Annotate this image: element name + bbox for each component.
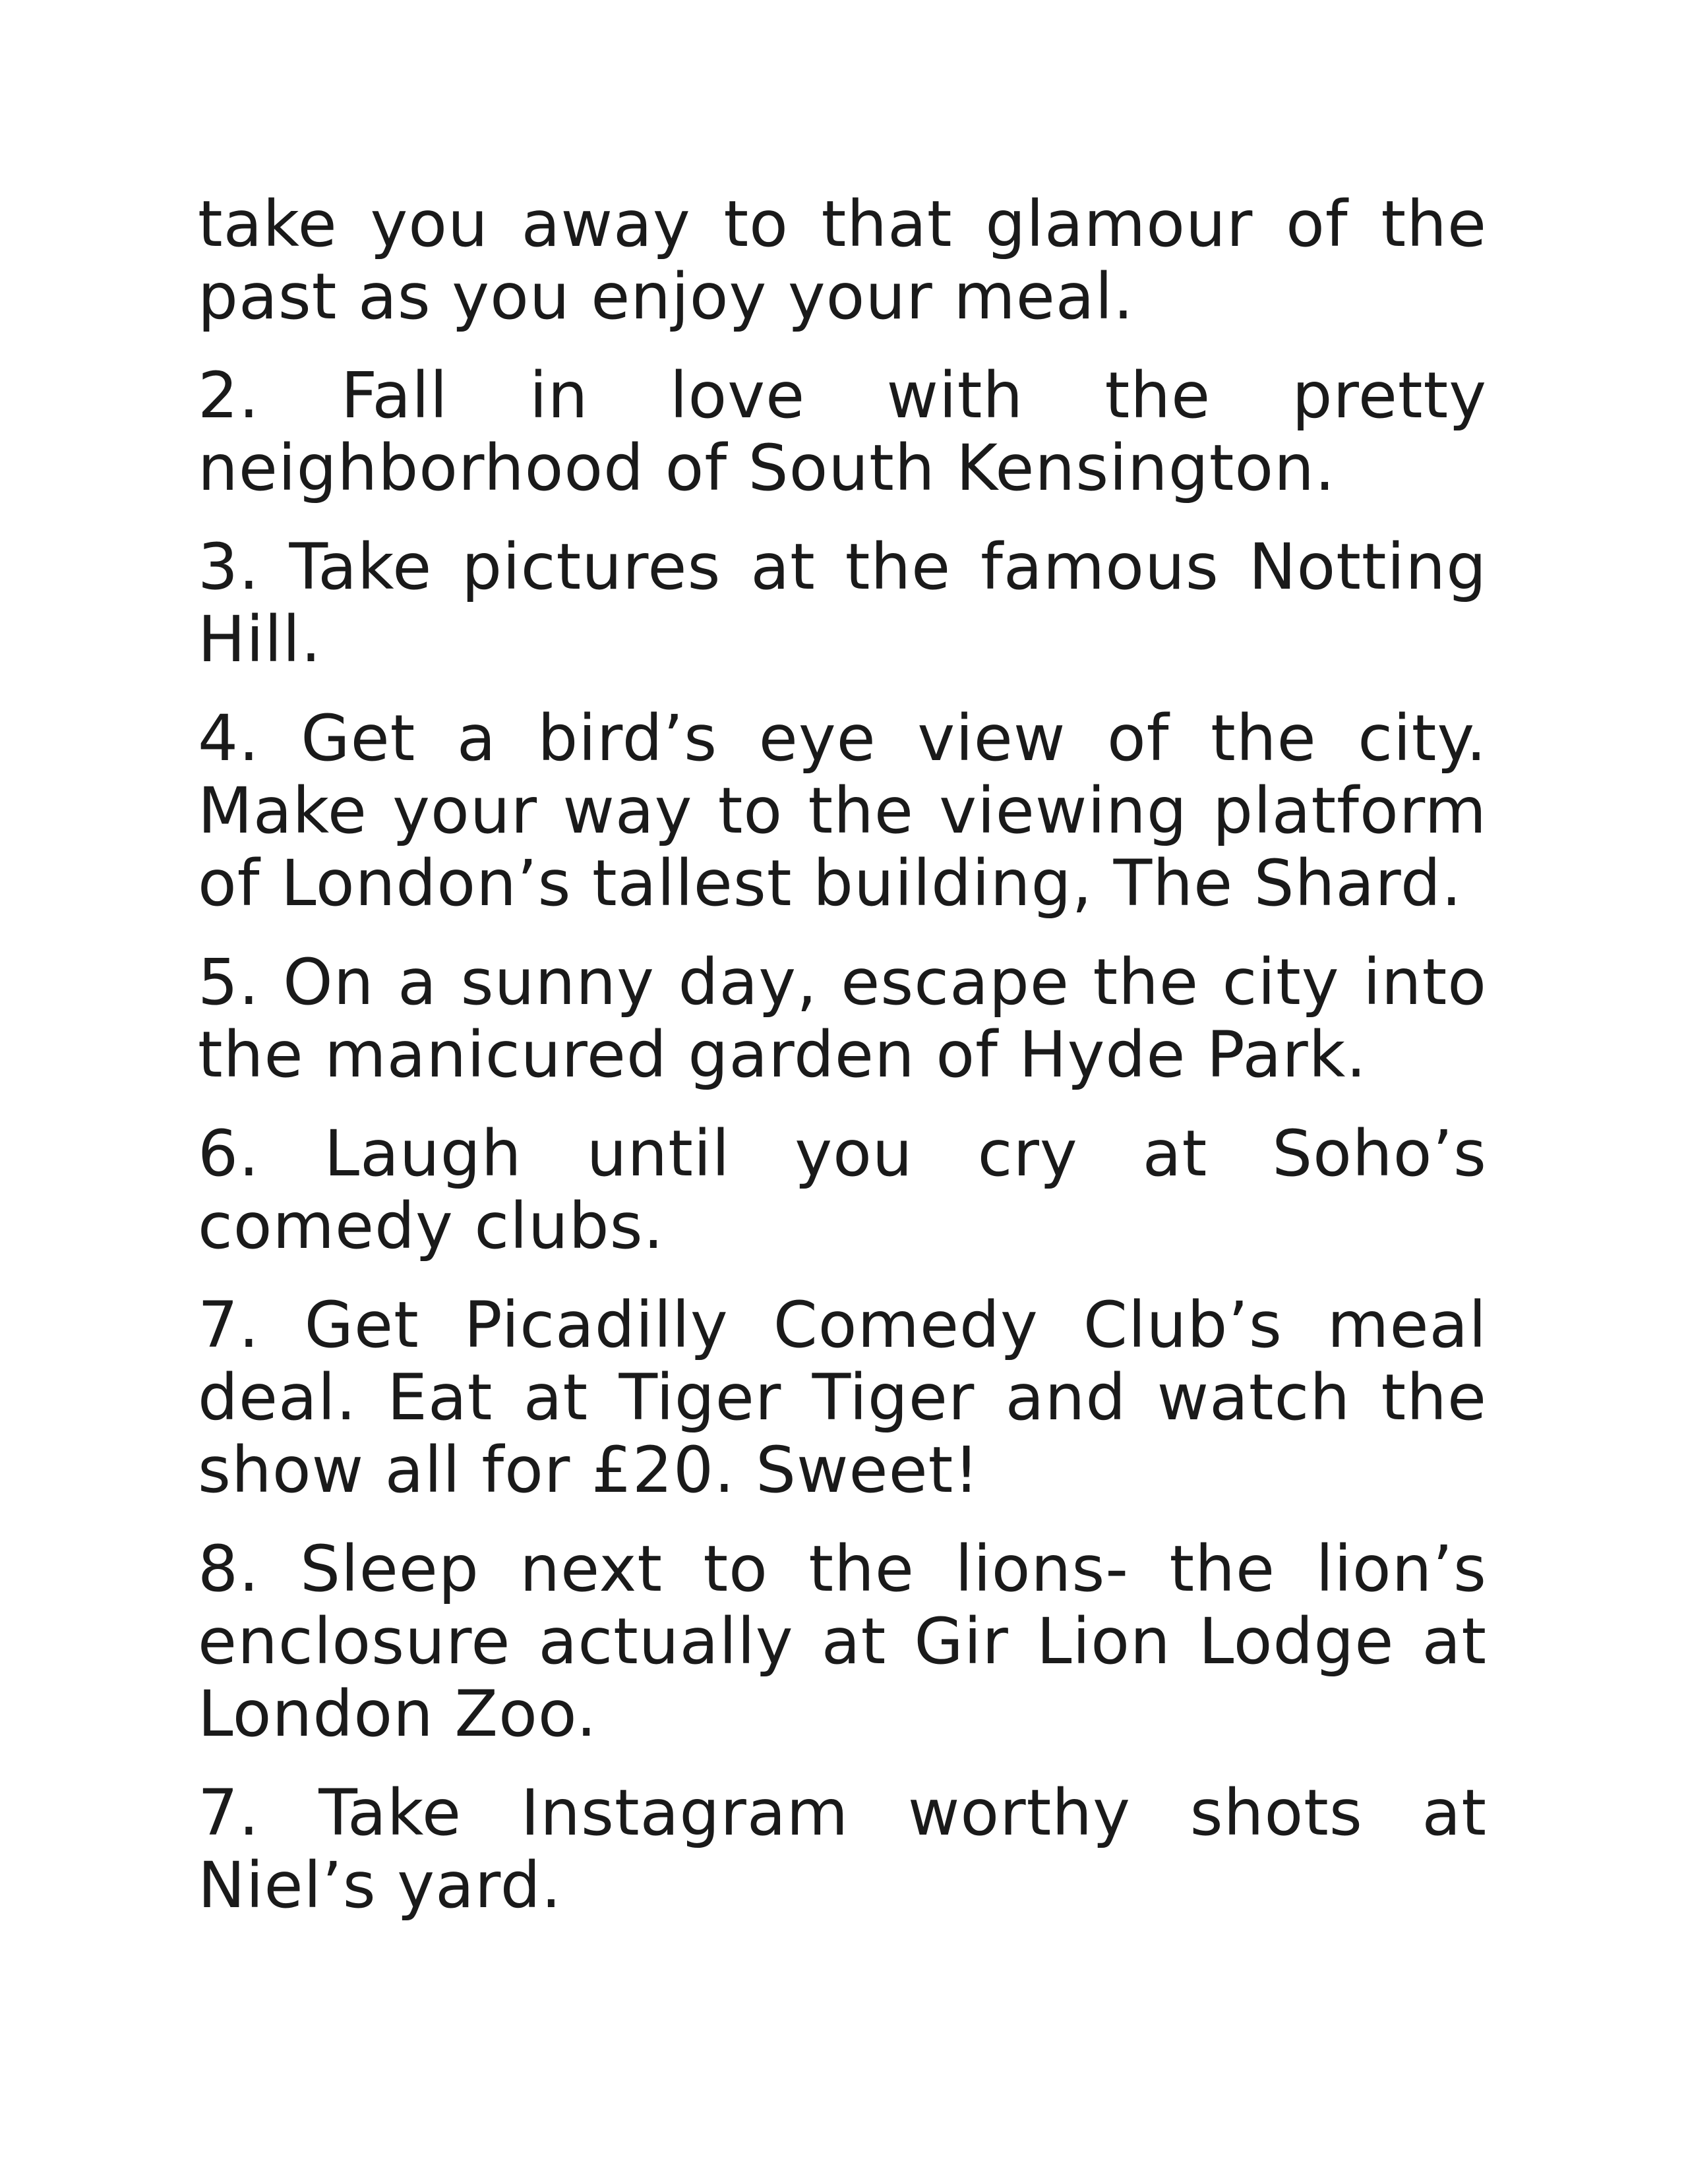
list-item-london-zoo: 8. Sleep next to the lions- the lion’s enclosure actually at Gir Lion Lodge at London Zoo.: [198, 1532, 1487, 1751]
list-item-south-kensington: 2. Fall in love with the pretty neighborhood of South Kensington.: [198, 359, 1487, 505]
list-item-niels-yard: 7. Take Instagram worthy shots at Niel’s yard.: [198, 1776, 1487, 1922]
list-item-picadilly-comedy-club: 7. Get Picadilly Comedy Club’s meal deal. Eat at Tiger Tiger and watch the show all for £20. Sweet!: [198, 1288, 1487, 1507]
list-item-the-shard: 4. Get a bird’s eye view of the city. Make your way to the viewing platform of London’s tallest building, The Shard.: [198, 701, 1487, 920]
list-item-soho-comedy: 6. Laugh until you cry at Soho’s comedy clubs.: [198, 1117, 1487, 1263]
list-item-notting-hill: 3. Take pictures at the famous Notting Hill.: [198, 530, 1487, 676]
list-item-hyde-park: 5. On a sunny day, escape the city into the manicured garden of Hyde Park.: [198, 945, 1487, 1092]
paragraph-continuation: take you away to that glamour of the past as you enjoy your meal.: [198, 187, 1487, 334]
document-page: [198, 188, 1487, 1948]
